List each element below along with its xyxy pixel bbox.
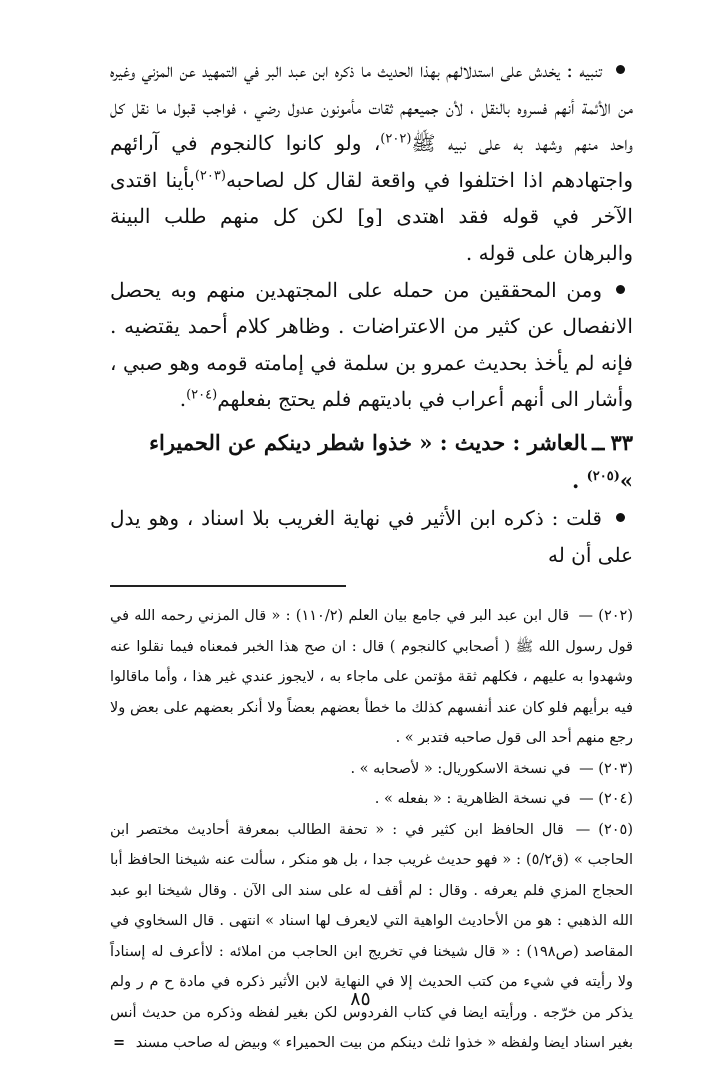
- bullet-icon: [616, 513, 625, 522]
- footnote-204: [110, 784, 633, 815]
- heading-end: .: [571, 467, 587, 493]
- continuation-mark: =: [112, 1034, 126, 1052]
- page-number: ٨٥: [350, 988, 371, 1010]
- footnote-ref-204[interactable]: (٢٠٤): [186, 387, 218, 403]
- paragraph-end: .: [179, 387, 187, 412]
- heading-text: العاشر : حديث : « خذوا شطر دينكم عن الحميراء »: [149, 429, 633, 493]
- footnote-text: قال الحافظ ابن كثير في : « تحفة الطالب بمعرفة أحاديث مختصر ابن الحاجب » (ق٥/٢) : « فهو حديث غريب جدا ، بل هو منكر ، سألت عنه شيخنا الحافظ أبا الحجاج المزي فلم يعرفه . وقال : لم أقف له على سند الى الآن . وقال شيخنا ابو عبد الله الذهبي : هو من الأحاديث الواهية التي لايعرف لها اسناد » انتهى . قال السخاوي في المقاصد (ص١٩٨) : « قال شيخنا في تخريج ابن الحاجب من املائه : لاأعرف له إسناداً ولا رأيته في شيء من كتب الحديث إلا في النهاية لابن الأثير ذكره في مادة ح م ر ولم يذكر من خرّجه . ورأيته ايضا في كتاب الفردوس لكن بغير لفظه وذكره من حديث أنس بغير اسناد ايضا ولفظه « خذوا ثلث دينكم من بيت الحميراء » وبيض له صاحب مسند: [110, 821, 633, 1052]
- footnote-205: [110, 815, 633, 1059]
- paragraph-tanbih: [110, 52, 633, 272]
- paragraph-text: تنبيه : يخدش على استدلالهم بهذا الحديث ما ذكره ابن عبد البر في التمهيد عن المزني وغيره من الأئمة أنهم فسروه بالنقل ، لأن جميعهم ثقات مأمونون عدول رضي ، فواجب قبول ما نقل كل واحد منهم وشهد به على نبيه ﷺ: [110, 58, 633, 156]
- footnote-ref-205[interactable]: (٢٠٥): [586, 468, 620, 484]
- heading-dash: ــ: [592, 429, 605, 455]
- paragraph-qultu: [110, 500, 633, 573]
- paragraph-text: ومن المحققين من حمله على المجتهدين منهم وبه يحصل الانفصال عن كثير من الاعتراضات . وظاهر كلام أحمد يقتضيه . فإنه لم يأخذ بحديث عمرو بن سلمة في إمامته قومه وهو صبي ، وأشار الى أنهم أعراب في باديتهم فلم يحتج بفعلهم: [110, 277, 633, 412]
- footnote-text: قال ابن عبد البر في جامع بيان العلم (١١٠/٢) : « قال المزني رحمه الله في قول رسول الله ﷺ ( أصحابي كالنجوم ) قال : ان صح هذا الخبر فمعناه فيما نقلوا عنه وشهدوا به عليهم ، فكلهم ثقة مؤتمن على ماجاء به ، لايجوز عندي غير هذا ، وأما ماقالوا فيه برأيهم فلو كان عند أنفسهم كذلك ما خطأ بعضهم بعضاً ولا أنكر بعضهم على بعض ولا رجع منهم أحد الى قول صاحبه فتدبر » .: [110, 608, 633, 747]
- footnote-ref-202[interactable]: (٢٠٢): [380, 131, 412, 147]
- paragraph-text: بأينا اقتدى الآخر في قوله فقد اهتدى [و] لكن كل منهم طلب البينة والبرهان على قوله .: [110, 167, 633, 265]
- footnote-number: (٢٠٣) —: [579, 760, 633, 777]
- paragraph-text: قلت : ذكره ابن الأثير في نهاية الغريب بلا اسناد ، وهو يدل على أن له: [110, 505, 633, 567]
- main-text: [110, 52, 633, 573]
- footnote-203: [110, 754, 633, 785]
- footnote-text: في نسخة الاسكوريال: « لأصحابه » .: [350, 760, 571, 777]
- bullet-icon: [616, 285, 625, 294]
- footnote-number: (٢٠٥) —: [575, 821, 633, 838]
- footnote-number: (٢٠٤) —: [579, 791, 633, 808]
- bullet-icon: [616, 65, 625, 74]
- footnote-divider: [110, 585, 346, 587]
- footnote-202: [110, 601, 633, 754]
- paragraph-text: ، ولو كانوا كالنجوم في آرائهم واجتهادهم اذا اختلفوا في واقعة لقال كل لصاحبه: [110, 131, 633, 192]
- book-page: [110, 52, 633, 1052]
- footnote-text: في نسخة الظاهرية : « بفعله » .: [374, 791, 571, 808]
- section-heading: [110, 424, 633, 500]
- footnote-ref-203[interactable]: (٢٠٣): [194, 168, 226, 184]
- heading-number: ٣٣: [610, 429, 633, 455]
- footnote-number: (٢٠٢) —: [578, 608, 633, 625]
- paragraph-muhaqqiqin: [110, 272, 633, 418]
